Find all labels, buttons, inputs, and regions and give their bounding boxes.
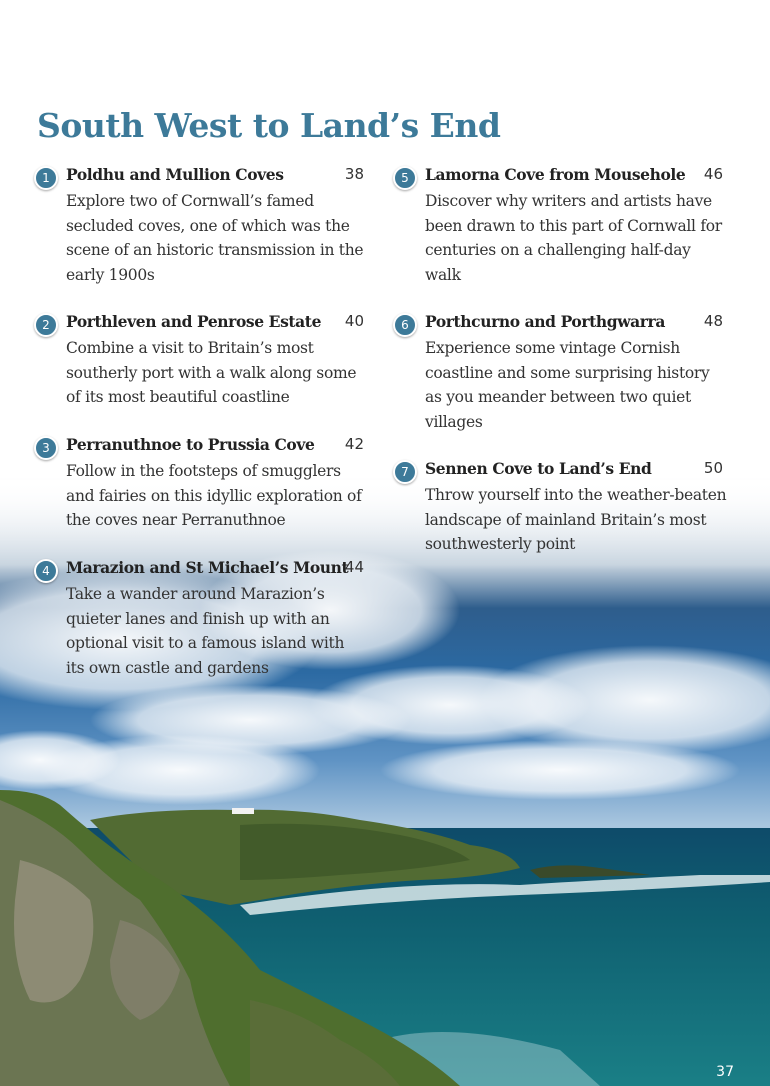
walk-description: Follow in the footsteps of smugglers and fairies on this idyllic exploration of the coves near Perranuthnoe bbox=[66, 462, 362, 529]
walk-title: Poldhu and Mullion Coves bbox=[66, 165, 284, 184]
walk-page-number: 48 bbox=[703, 312, 723, 330]
walk-number-badge: 5 bbox=[393, 166, 417, 190]
walk-entry-7 bbox=[401, 459, 735, 557]
walk-title: Sennen Cove to Land’s End bbox=[425, 459, 652, 478]
walk-entry-2 bbox=[42, 312, 364, 410]
walk-entry-4 bbox=[42, 558, 364, 680]
walk-entry-1 bbox=[42, 165, 364, 287]
walk-number-badge: 3 bbox=[34, 436, 58, 460]
walk-title: Porthcurno and Porthgwarra bbox=[425, 312, 665, 331]
walk-description: Experience some vintage Cornish coastline and some surprising history as you meander between two quiet villages bbox=[425, 339, 710, 431]
walk-page-number: 50 bbox=[703, 459, 723, 477]
walk-number-badge: 7 bbox=[393, 460, 417, 484]
walk-number-badge: 2 bbox=[34, 313, 58, 337]
walk-description: Take a wander around Marazion’s quieter lanes and finish up with an optional visit to a famous island with its own castle and gardens bbox=[66, 585, 345, 677]
walk-title: Marazion and St Michael’s Mount bbox=[66, 558, 349, 577]
walk-page-number: 38 bbox=[344, 165, 364, 183]
page-number: 37 bbox=[716, 1064, 734, 1080]
walk-description: Discover why writers and artists have been drawn to this part of Cornwall for centuries on a challenging half-day walk bbox=[425, 192, 722, 284]
walk-description: Combine a visit to Britain’s most southerly port with a walk along some of its most beautiful coastline bbox=[66, 339, 357, 406]
walk-description: Explore two of Cornwall’s famed secluded coves, one of which was the scene of an historic transmission in the early 1900s bbox=[66, 192, 364, 284]
walk-page-number: 40 bbox=[344, 312, 364, 330]
walk-number-badge: 1 bbox=[34, 166, 58, 190]
page-title: South West to Land’s End bbox=[37, 106, 501, 145]
walk-page-number: 44 bbox=[344, 558, 364, 576]
walk-title: Perranuthnoe to Prussia Cove bbox=[66, 435, 315, 454]
walk-title: Porthleven and Penrose Estate bbox=[66, 312, 322, 331]
walk-title: Lamorna Cove from Mousehole bbox=[425, 165, 686, 184]
walk-entry-3 bbox=[42, 435, 364, 533]
walk-page-number: 46 bbox=[703, 165, 723, 183]
walk-number-badge: 6 bbox=[393, 313, 417, 337]
walk-description: Throw yourself into the weather-beaten landscape of mainland Britain’s most southwesterly point bbox=[425, 486, 727, 553]
walk-number-badge: 4 bbox=[34, 559, 58, 583]
walk-page-number: 42 bbox=[344, 435, 364, 453]
walk-entry-6 bbox=[401, 312, 723, 434]
walk-entry-5 bbox=[401, 165, 723, 287]
